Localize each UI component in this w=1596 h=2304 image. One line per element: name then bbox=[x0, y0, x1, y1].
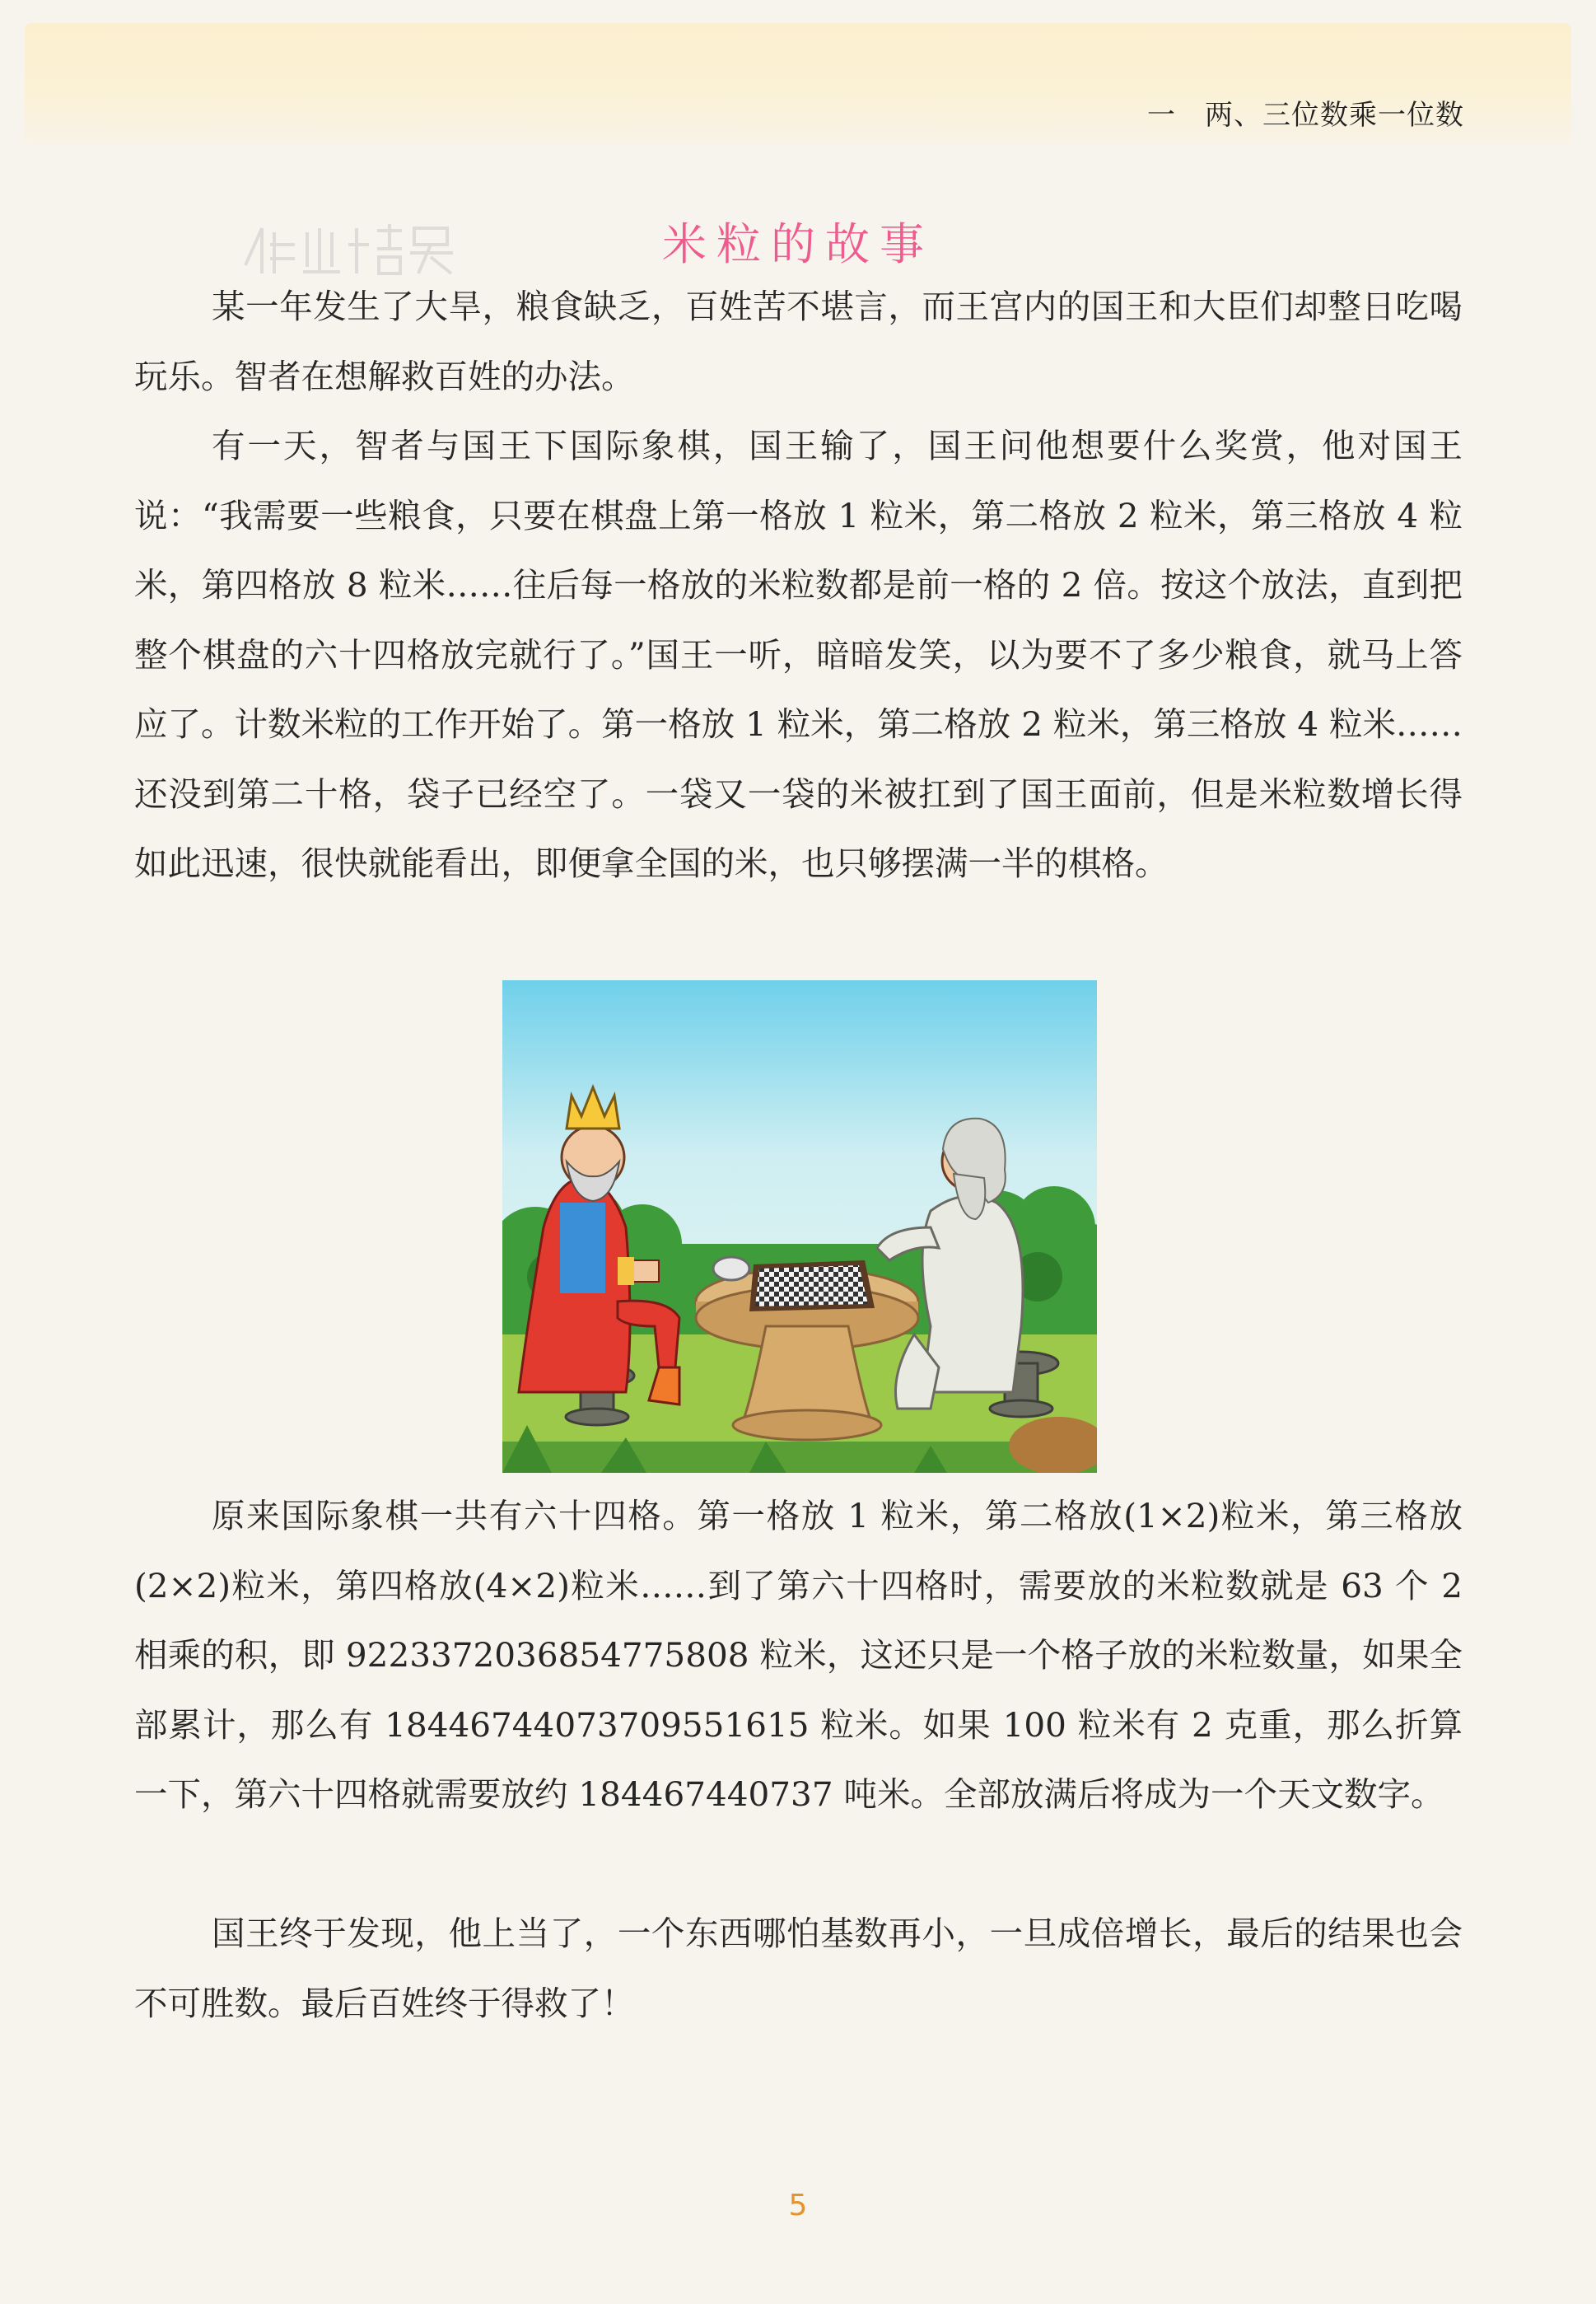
story-illustration bbox=[502, 980, 1097, 1473]
chessboard-icon bbox=[749, 1260, 875, 1311]
paragraph-1: 某一年发生了大旱，粮食缺乏，百姓苦不堪言，而王宫内的国王和大臣们却整日吃喝玩乐。智者在想解救百姓的办法。 bbox=[134, 287, 1463, 396]
rice-bowl bbox=[713, 1257, 749, 1280]
paragraph-2: 有一天，智者与国王下国际象棋，国王输了，国王问他想要什么奖赏，他对国王说：“我需要一些粮食，只要在棋盘上第一格放 1 粒米，第二格放 2 粒米，第三格放 4 粒米，第四格放 8 粒米……往后每一格放的米粒数都是前一格的 2 倍。按这个放法，直到把整个棋盘的六十四格放完就行了。”国王一听，暗暗发笑，以为要不了多少粮食，就马上答应了。计数米粒的工作开始了。第一格放 1 粒米，第二格放 2 粒米，第三格放 4 粒米……还没到第二十格，袋子已经空了。一袋又一袋的米被扛到了国王面前，但是米粒数增长得如此迅速，很快就能看出，即便拿全国的米，也只够摆满一半的棋格。 bbox=[134, 426, 1463, 883]
chapter-title: 一 两、三位数乘一位数 bbox=[1147, 99, 1464, 132]
paragraph-4: 国王终于发现，他上当了，一个东西哪怕基数再小，一旦成倍增长，最后的结果也会不可胜数。最后百姓终于得救了！ bbox=[134, 1914, 1463, 2023]
paragraph-3: 原来国际象棋一共有六十四格。第一格放 1 粒米，第二格放(1×2)粒米，第三格放(2×2)粒米，第四格放(4×2)粒米……到了第六十四格时，需要放的米粒数就是 63 个 2 相乘的积，即 9223372036854775808 粒米，这还只是一个格子放的米粒数量，如果全部累计，那么有 18446744073709551615 粒米。如果 100 粒米有 2 克重，那么折算一下，第六十四格就需要放约 184467440737 吨米。全部放满后将成为一个天文数字。 bbox=[134, 1496, 1463, 1814]
page-number: 5 bbox=[788, 2189, 808, 2222]
page-title: 米粒的故事 bbox=[662, 218, 934, 271]
